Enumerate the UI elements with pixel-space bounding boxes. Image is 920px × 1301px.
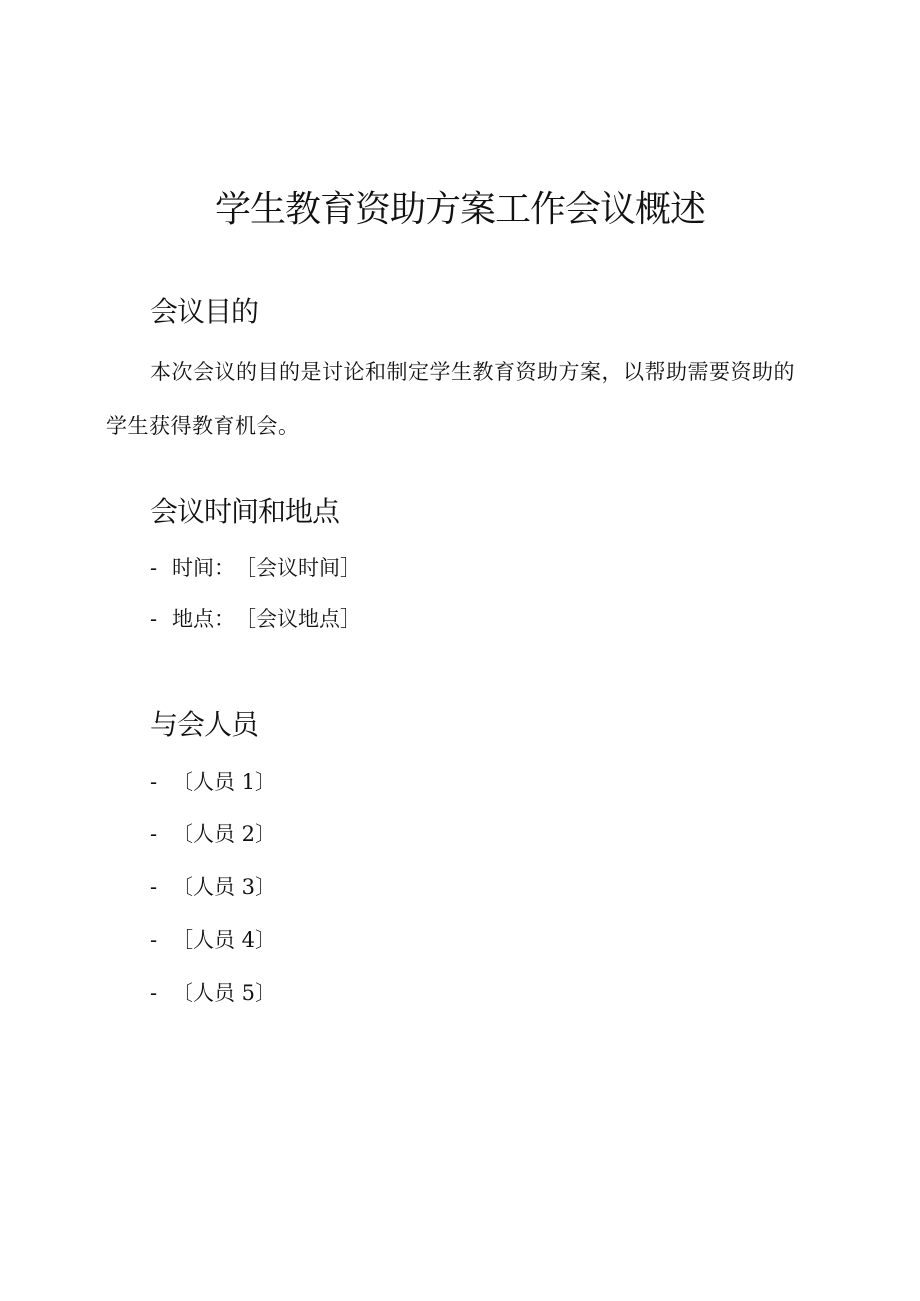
place-label: 地点： bbox=[172, 607, 235, 631]
list-dash: - bbox=[150, 770, 158, 794]
attendee-value: 〔人员 1〕 bbox=[172, 770, 277, 794]
attendee-item-2 bbox=[150, 819, 276, 849]
attendee-item-5 bbox=[150, 978, 276, 1008]
time-value: ［会议时间］ bbox=[235, 556, 361, 580]
attendee-value: ［人员 4〕 bbox=[172, 928, 277, 952]
list-dash: - bbox=[150, 928, 158, 952]
attendee-item-1 bbox=[150, 767, 276, 797]
purpose-paragraph: 本次会议的目的是讨论和制定学生教育资助方案，以帮助需要资助的学生获得教育机会。 bbox=[106, 360, 795, 438]
document-title: 学生教育资助方案工作会议概述 bbox=[214, 189, 705, 230]
section-heading-time-place: 会议时间和地点 bbox=[150, 495, 340, 528]
attendee-value: 〔人员 2〕 bbox=[172, 822, 277, 846]
list-dash: - bbox=[150, 556, 158, 580]
list-dash: - bbox=[150, 875, 158, 899]
place-value: ［会议地点］ bbox=[235, 607, 361, 631]
time-label: 时间： bbox=[172, 556, 235, 580]
list-dash: - bbox=[150, 981, 158, 1005]
list-dash: - bbox=[150, 822, 158, 846]
attendee-value: 〔人员 3〕 bbox=[172, 875, 277, 899]
section-heading-purpose: 会议目的 bbox=[150, 295, 259, 328]
list-item-time bbox=[150, 553, 361, 583]
attendee-item-3 bbox=[150, 872, 276, 902]
attendee-value: 〔人员 5〕 bbox=[172, 981, 277, 1005]
list-dash: - bbox=[150, 607, 158, 631]
attendee-item-4 bbox=[150, 925, 276, 955]
section-heading-attendees: 与会人员 bbox=[150, 708, 259, 741]
list-item-place bbox=[150, 604, 361, 634]
